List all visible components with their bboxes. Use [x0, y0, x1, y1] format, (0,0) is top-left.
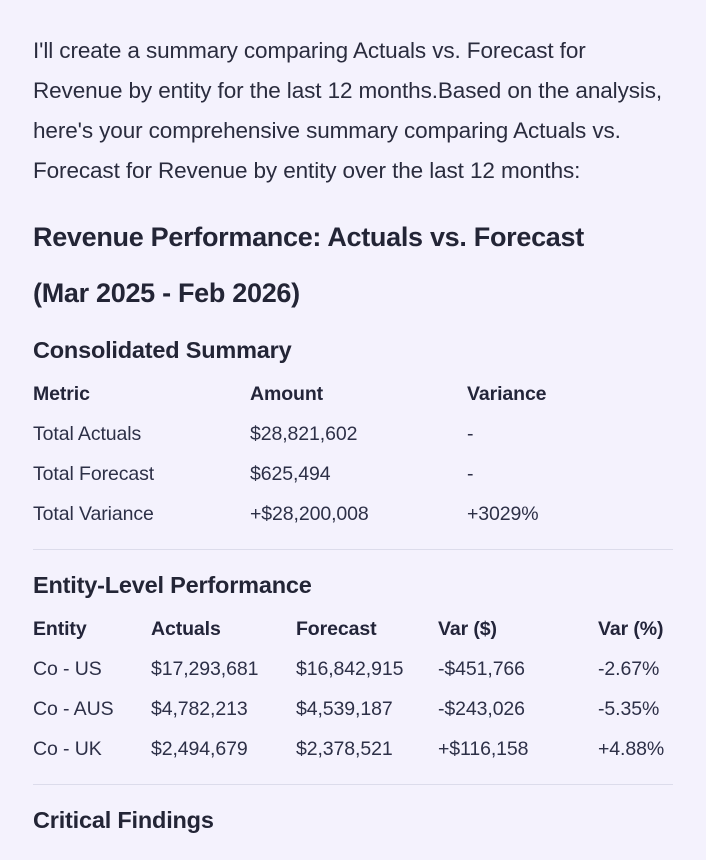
cell-var-dollar: -$451,766	[438, 658, 525, 680]
cell-var-dollar: +$116,158	[438, 738, 529, 760]
cell-metric: Total Forecast	[33, 463, 155, 485]
cell-entity: Co - AUS	[33, 698, 114, 720]
section-divider-1	[33, 549, 673, 550]
table-header-row	[33, 374, 673, 414]
intro-paragraph: I'll create a summary comparing Actuals vs. Forecast for Revenue by entity for the last 12 months.Based on the analysis, here's your comprehensive summary comparing Actuals vs. Forecast for Revenue by entity over the last 12 months:	[33, 38, 663, 183]
column-header-var-percent: Var (%)	[598, 618, 664, 640]
cell-amount: $625,494	[250, 463, 331, 485]
consolidated-summary-heading: Consolidated Summary	[33, 337, 292, 363]
page-title: Revenue Performance: Actuals vs. Forecast (Mar 2025 - Feb 2026)	[33, 222, 584, 308]
cell-var-percent: -5.35%	[598, 698, 660, 720]
cell-amount: $28,821,602	[250, 423, 358, 445]
section-divider-2	[33, 784, 673, 785]
column-header-var-dollar: Var ($)	[438, 618, 497, 640]
cell-amount: +$28,200,008	[250, 503, 369, 525]
cell-entity: Co - US	[33, 658, 102, 680]
table-row	[33, 414, 673, 454]
column-header-forecast: Forecast	[296, 618, 377, 640]
table-row	[33, 454, 673, 494]
table-header-row	[33, 609, 673, 649]
cell-variance: -	[467, 423, 474, 445]
column-header-entity: Entity	[33, 618, 87, 640]
critical-findings-heading: Critical Findings	[33, 807, 214, 833]
column-header-variance: Variance	[467, 383, 547, 405]
column-header-actuals: Actuals	[151, 618, 221, 640]
cell-metric: Total Actuals	[33, 423, 142, 445]
cell-variance: +3029%	[467, 503, 539, 525]
cell-var-percent: +4.88%	[598, 738, 665, 760]
cell-metric: Total Variance	[33, 503, 154, 525]
column-header-metric: Metric	[33, 383, 90, 405]
table-row	[33, 649, 673, 689]
table-row	[33, 729, 673, 769]
table-row	[33, 689, 673, 729]
cell-var-percent: -2.67%	[598, 658, 660, 680]
cell-forecast: $2,378,521	[296, 738, 393, 760]
table-row	[33, 494, 673, 534]
consolidated-summary-table	[33, 374, 673, 534]
cell-variance: -	[467, 463, 474, 485]
entity-performance-table	[33, 609, 673, 769]
cell-forecast: $4,539,187	[296, 698, 393, 720]
cell-actuals: $4,782,213	[151, 698, 248, 720]
column-header-amount: Amount	[250, 383, 324, 405]
cell-var-dollar: -$243,026	[438, 698, 525, 720]
entity-performance-heading: Entity-Level Performance	[33, 572, 312, 598]
cell-entity: Co - UK	[33, 738, 102, 760]
cell-forecast: $16,842,915	[296, 658, 404, 680]
cell-actuals: $17,293,681	[151, 658, 259, 680]
cell-actuals: $2,494,679	[151, 738, 248, 760]
